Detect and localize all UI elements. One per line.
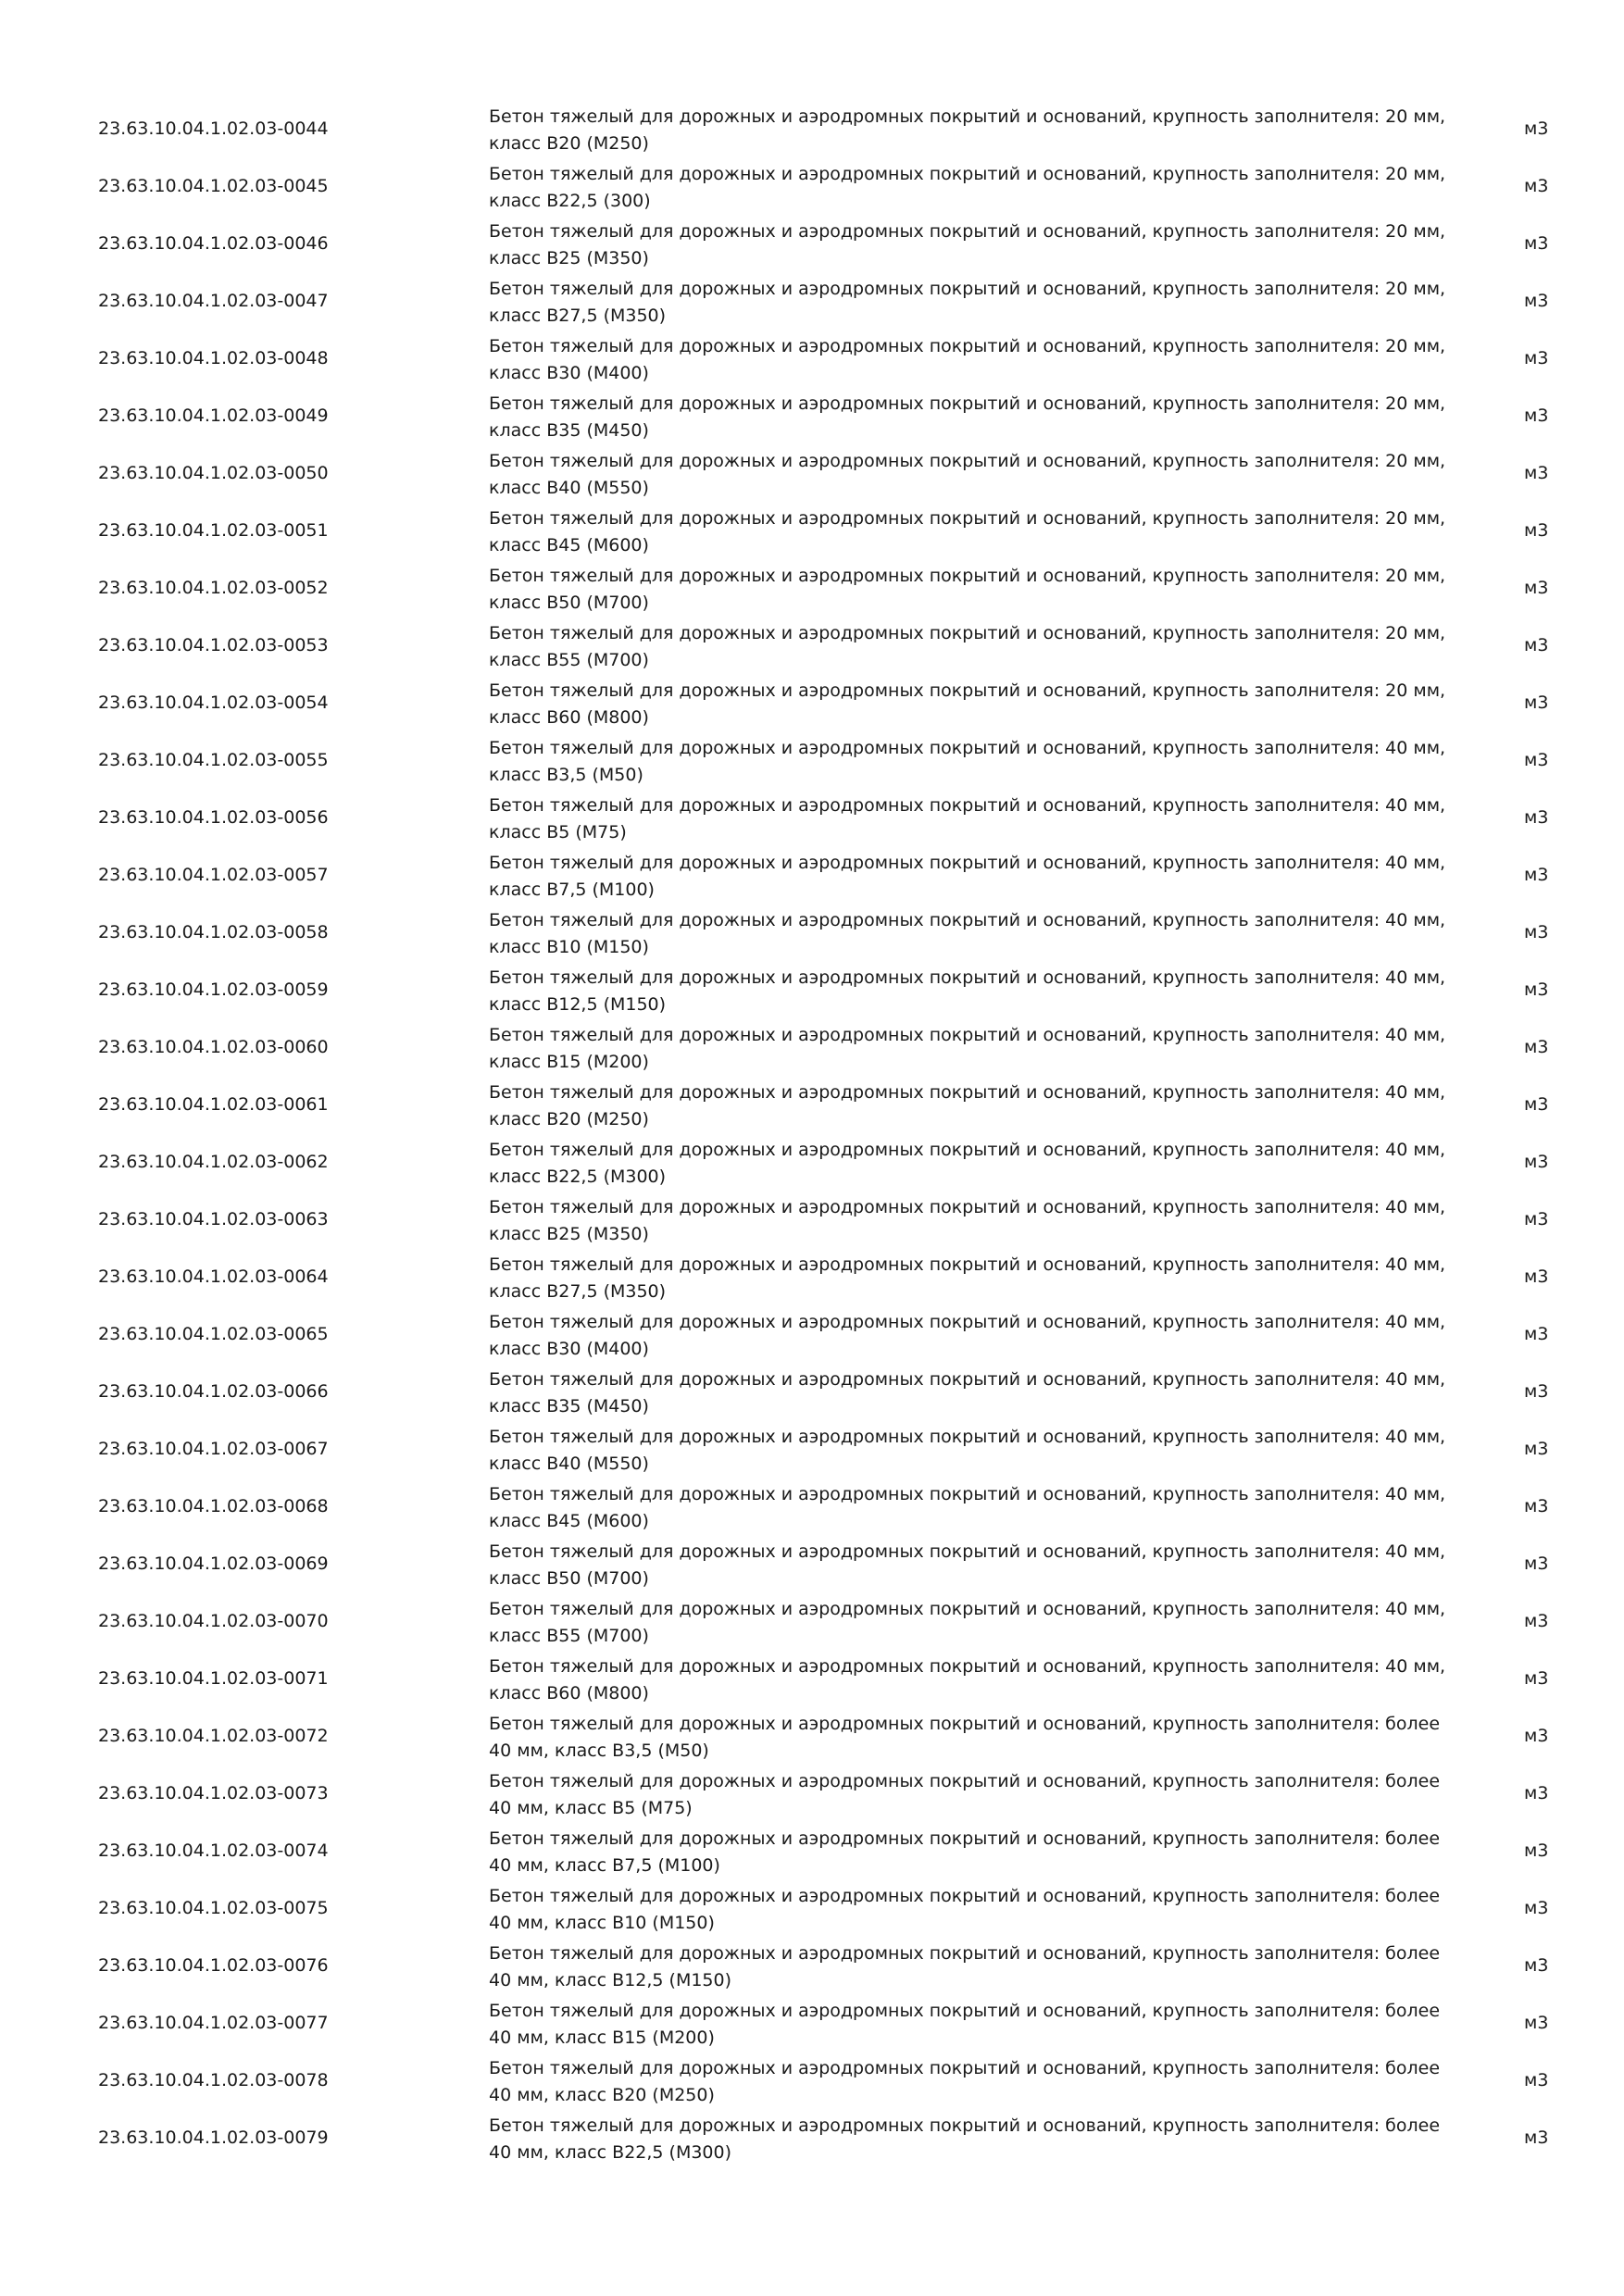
unit-of-measure: м3	[1524, 1094, 1549, 1115]
resource-description	[489, 161, 1452, 215]
resource-description	[489, 1366, 1452, 1420]
description-line-1: Бетон тяжелый для дорожных и аэродромных покрытий и оснований, крупность заполнителя: 40 мм,	[489, 967, 1446, 988]
resource-description	[489, 1596, 1452, 1650]
table-row	[0, 961, 1624, 1018]
resource-code: 23.63.10.04.1.02.03-0076	[98, 1955, 329, 1976]
table-row	[0, 1420, 1624, 1478]
resource-code: 23.63.10.04.1.02.03-0059	[98, 980, 329, 1000]
resource-code: 23.63.10.04.1.02.03-0057	[98, 865, 329, 885]
unit-of-measure: м3	[1524, 2128, 1549, 2148]
description-line-2: класс B3,5 (M50)	[489, 765, 643, 785]
description-line-2: класс B40 (M550)	[489, 1454, 649, 1474]
description-line-2: класс B27,5 (M350)	[489, 306, 667, 326]
table-row	[0, 1765, 1624, 1822]
description-line-2: класс B40 (M550)	[489, 478, 649, 498]
unit-of-measure: м3	[1524, 176, 1549, 196]
resource-code: 23.63.10.04.1.02.03-0045	[98, 176, 329, 196]
unit-of-measure: м3	[1524, 1898, 1549, 1918]
resource-code: 23.63.10.04.1.02.03-0068	[98, 1496, 329, 1516]
resource-description	[489, 2055, 1452, 2109]
table-row	[0, 2052, 1624, 2109]
resource-code: 23.63.10.04.1.02.03-0072	[98, 1726, 329, 1746]
table-row	[0, 1650, 1624, 1707]
unit-of-measure: м3	[1524, 980, 1549, 1000]
description-line-1: Бетон тяжелый для дорожных и аэродромных покрытий и оснований, крупность заполнителя: 20 мм,	[489, 508, 1446, 529]
resource-code: 23.63.10.04.1.02.03-0058	[98, 922, 329, 942]
description-line-1: Бетон тяжелый для дорожных и аэродромных покрытий и оснований, крупность заполнителя: более	[489, 2001, 1441, 2021]
table-row	[0, 1363, 1624, 1420]
description-line-1: Бетон тяжелый для дорожных и аэродромных покрытий и оснований, крупность заполнителя: 20 мм,	[489, 451, 1446, 471]
description-line-2: класс B5 (M75)	[489, 822, 627, 842]
description-line-2: 40 мм, класс B7,5 (M100)	[489, 1855, 720, 1876]
description-line-2: 40 мм, класс B10 (M150)	[489, 1913, 715, 1933]
resource-code: 23.63.10.04.1.02.03-0052	[98, 578, 329, 598]
unit-of-measure: м3	[1524, 119, 1549, 139]
resource-code: 23.63.10.04.1.02.03-0062	[98, 1152, 329, 1172]
description-line-2: класс B35 (M450)	[489, 420, 649, 441]
resource-code: 23.63.10.04.1.02.03-0046	[98, 233, 329, 254]
unit-of-measure: м3	[1524, 1267, 1549, 1287]
resource-description	[489, 1481, 1452, 1535]
resource-description	[489, 1998, 1452, 2052]
description-line-2: класс B22,5 (M300)	[489, 1167, 667, 1187]
resource-description	[489, 391, 1452, 444]
description-line-1: Бетон тяжелый для дорожных и аэродромных покрытий и оснований, крупность заполнителя: 40 мм,	[489, 1254, 1446, 1275]
resource-code: 23.63.10.04.1.02.03-0067	[98, 1439, 329, 1459]
description-line-2: класс B50 (M700)	[489, 1568, 649, 1589]
table-row	[0, 330, 1624, 387]
unit-of-measure: м3	[1524, 1783, 1549, 1803]
table-row	[0, 1707, 1624, 1765]
description-line-1: Бетон тяжелый для дорожных и аэродромных покрытий и оснований, крупность заполнителя: более	[489, 1943, 1441, 1964]
description-line-1: Бетон тяжелый для дорожных и аэродромных покрытий и оснований, крупность заполнителя: 40 мм,	[489, 1140, 1446, 1160]
table-row	[0, 1305, 1624, 1363]
description-line-2: класс B25 (M350)	[489, 1224, 649, 1244]
resource-description	[489, 850, 1452, 904]
unit-of-measure: м3	[1524, 922, 1549, 942]
resource-code: 23.63.10.04.1.02.03-0069	[98, 1554, 329, 1574]
table-row	[0, 904, 1624, 961]
unit-of-measure: м3	[1524, 1668, 1549, 1689]
resource-description	[489, 1883, 1452, 1937]
resource-code: 23.63.10.04.1.02.03-0066	[98, 1381, 329, 1402]
description-line-1: Бетон тяжелый для дорожных и аэродромных покрытий и оснований, крупность заполнителя: 20 мм,	[489, 393, 1446, 414]
resource-code: 23.63.10.04.1.02.03-0077	[98, 2013, 329, 2033]
table-row	[0, 444, 1624, 502]
description-line-2: класс B10 (M150)	[489, 937, 649, 957]
resource-description	[489, 333, 1452, 387]
table-row	[0, 1018, 1624, 1076]
resource-code: 23.63.10.04.1.02.03-0071	[98, 1668, 329, 1689]
table-row	[0, 617, 1624, 674]
unit-of-measure: м3	[1524, 1152, 1549, 1172]
description-line-2: класс B7,5 (M100)	[489, 880, 655, 900]
description-line-2: 40 мм, класс B5 (M75)	[489, 1798, 693, 1818]
resource-description	[489, 735, 1452, 789]
description-line-1: Бетон тяжелый для дорожных и аэродромных покрытий и оснований, крупность заполнителя: более	[489, 1886, 1441, 1906]
description-line-2: 40 мм, класс B3,5 (M50)	[489, 1741, 709, 1761]
resource-description	[489, 1309, 1452, 1363]
description-line-2: класс B15 (M200)	[489, 1052, 649, 1072]
resource-description	[489, 620, 1452, 674]
resource-description	[489, 792, 1452, 846]
resource-description	[489, 1424, 1452, 1478]
unit-of-measure: м3	[1524, 1381, 1549, 1402]
description-line-1: Бетон тяжелый для дорожных и аэродромных покрытий и оснований, крупность заполнителя: более	[489, 1828, 1441, 1849]
description-line-2: 40 мм, класс B22,5 (M300)	[489, 2142, 732, 2163]
resource-code: 23.63.10.04.1.02.03-0047	[98, 291, 329, 311]
resource-description	[489, 2113, 1452, 2166]
description-line-2: класс B35 (M450)	[489, 1396, 649, 1416]
description-line-2: 40 мм, класс B12,5 (M150)	[489, 1970, 732, 1990]
resource-description	[489, 1194, 1452, 1248]
resource-code: 23.63.10.04.1.02.03-0060	[98, 1037, 329, 1057]
description-line-2: 40 мм, класс B15 (M200)	[489, 2028, 715, 2048]
unit-of-measure: м3	[1524, 1209, 1549, 1229]
description-line-2: класс B22,5 (300)	[489, 191, 651, 211]
resource-description	[489, 276, 1452, 330]
unit-of-measure: м3	[1524, 520, 1549, 541]
description-line-1: Бетон тяжелый для дорожных и аэродромных покрытий и оснований, крупность заполнителя: 40 мм,	[489, 1197, 1446, 1217]
description-line-2: класс B25 (M350)	[489, 248, 649, 268]
resource-description	[489, 907, 1452, 961]
resource-code: 23.63.10.04.1.02.03-0053	[98, 635, 329, 655]
description-line-2: класс B12,5 (M150)	[489, 994, 667, 1015]
description-line-1: Бетон тяжелый для дорожных и аэродромных покрытий и оснований, крупность заполнителя: 20 мм,	[489, 680, 1446, 701]
table-row	[0, 1133, 1624, 1191]
resource-description	[489, 1826, 1452, 1879]
description-line-1: Бетон тяжелый для дорожных и аэродромных покрытий и оснований, крупность заполнителя: 40 мм,	[489, 910, 1446, 930]
description-line-1: Бетон тяжелый для дорожных и аэродромных покрытий и оснований, крупность заполнителя: 40 мм,	[489, 1541, 1446, 1562]
description-line-2: класс B45 (M600)	[489, 535, 649, 555]
table-row	[0, 846, 1624, 904]
resource-description	[489, 448, 1452, 502]
resource-description	[489, 1539, 1452, 1592]
resource-code: 23.63.10.04.1.02.03-0054	[98, 693, 329, 713]
description-line-2: класс B60 (M800)	[489, 1683, 649, 1703]
description-line-1: Бетон тяжелый для дорожных и аэродромных покрытий и оснований, крупность заполнителя: более	[489, 2115, 1441, 2136]
description-line-2: класс B20 (M250)	[489, 1109, 649, 1129]
description-line-2: класс B30 (M400)	[489, 1339, 649, 1359]
description-line-1: Бетон тяжелый для дорожных и аэродромных покрытий и оснований, крупность заполнителя: 40 мм,	[489, 1082, 1446, 1103]
resource-code: 23.63.10.04.1.02.03-0070	[98, 1611, 329, 1631]
resource-description	[489, 678, 1452, 731]
resource-description	[489, 563, 1452, 617]
resource-code: 23.63.10.04.1.02.03-0079	[98, 2128, 329, 2148]
description-line-1: Бетон тяжелый для дорожных и аэродромных покрытий и оснований, крупность заполнителя: более	[489, 1714, 1441, 1734]
table-row	[0, 1478, 1624, 1535]
price-table	[0, 100, 1624, 2166]
description-line-1: Бетон тяжелый для дорожных и аэродромных покрытий и оснований, крупность заполнителя: 20 мм,	[489, 279, 1446, 299]
description-line-1: Бетон тяжелый для дорожных и аэродромных покрытий и оснований, крупность заполнителя: 40 мм,	[489, 738, 1446, 758]
unit-of-measure: м3	[1524, 2070, 1549, 2090]
resource-code: 23.63.10.04.1.02.03-0056	[98, 807, 329, 828]
description-line-1: Бетон тяжелый для дорожных и аэродромных покрытий и оснований, крупность заполнителя: 40 мм,	[489, 1656, 1446, 1677]
resource-code: 23.63.10.04.1.02.03-0061	[98, 1094, 329, 1115]
unit-of-measure: м3	[1524, 750, 1549, 770]
description-line-2: класс B55 (M700)	[489, 650, 649, 670]
description-line-1: Бетон тяжелый для дорожных и аэродромных покрытий и оснований, крупность заполнителя: 20 мм,	[489, 566, 1446, 586]
unit-of-measure: м3	[1524, 1439, 1549, 1459]
resource-code: 23.63.10.04.1.02.03-0050	[98, 463, 329, 483]
table-row	[0, 387, 1624, 444]
description-line-2: 40 мм, класс B20 (M250)	[489, 2085, 715, 2105]
resource-code: 23.63.10.04.1.02.03-0048	[98, 348, 329, 368]
description-line-1: Бетон тяжелый для дорожных и аэродромных покрытий и оснований, крупность заполнителя: 40 мм,	[489, 795, 1446, 816]
description-line-1: Бетон тяжелый для дорожных и аэродромных покрытий и оснований, крупность заполнителя: 40 мм,	[489, 1312, 1446, 1332]
unit-of-measure: м3	[1524, 463, 1549, 483]
table-row	[0, 1248, 1624, 1305]
description-line-2: класс B45 (M600)	[489, 1511, 649, 1531]
resource-code: 23.63.10.04.1.02.03-0075	[98, 1898, 329, 1918]
description-line-1: Бетон тяжелый для дорожных и аэродромных покрытий и оснований, крупность заполнителя: 20 мм,	[489, 336, 1446, 356]
description-line-1: Бетон тяжелый для дорожных и аэродромных покрытий и оснований, крупность заполнителя: 40 мм,	[489, 1484, 1446, 1504]
unit-of-measure: м3	[1524, 1841, 1549, 1861]
resource-code: 23.63.10.04.1.02.03-0063	[98, 1209, 329, 1229]
resource-description	[489, 505, 1452, 559]
unit-of-measure: м3	[1524, 233, 1549, 254]
description-line-1: Бетон тяжелый для дорожных и аэродромных покрытий и оснований, крупность заполнителя: более	[489, 2058, 1441, 2078]
resource-code: 23.63.10.04.1.02.03-0049	[98, 406, 329, 426]
unit-of-measure: м3	[1524, 578, 1549, 598]
description-line-2: класс B30 (M400)	[489, 363, 649, 383]
resource-description	[489, 1653, 1452, 1707]
resource-code: 23.63.10.04.1.02.03-0064	[98, 1267, 329, 1287]
unit-of-measure: м3	[1524, 1496, 1549, 1516]
resource-code: 23.63.10.04.1.02.03-0055	[98, 750, 329, 770]
table-row	[0, 1076, 1624, 1133]
description-line-2: класс B20 (M250)	[489, 133, 649, 154]
resource-code: 23.63.10.04.1.02.03-0044	[98, 119, 329, 139]
resource-code: 23.63.10.04.1.02.03-0065	[98, 1324, 329, 1344]
resource-description	[489, 1940, 1452, 1994]
description-line-1: Бетон тяжелый для дорожных и аэродромных покрытий и оснований, крупность заполнителя: 40 мм,	[489, 1025, 1446, 1045]
description-line-1: Бетон тяжелый для дорожных и аэродромных покрытий и оснований, крупность заполнителя: 20 мм,	[489, 164, 1446, 184]
unit-of-measure: м3	[1524, 865, 1549, 885]
resource-description	[489, 218, 1452, 272]
table-row	[0, 559, 1624, 617]
description-line-1: Бетон тяжелый для дорожных и аэродромных покрытий и оснований, крупность заполнителя: 20 мм,	[489, 623, 1446, 643]
description-line-1: Бетон тяжелый для дорожных и аэродромных покрытий и оснований, крупность заполнителя: 20 мм,	[489, 106, 1446, 127]
resource-code: 23.63.10.04.1.02.03-0078	[98, 2070, 329, 2090]
table-row	[0, 1535, 1624, 1592]
table-row	[0, 1191, 1624, 1248]
table-row	[0, 1822, 1624, 1879]
table-row	[0, 789, 1624, 846]
table-row	[0, 157, 1624, 215]
description-line-2: класс B50 (M700)	[489, 593, 649, 613]
unit-of-measure: м3	[1524, 1324, 1549, 1344]
resource-description	[489, 104, 1452, 157]
description-line-2: класс B27,5 (M350)	[489, 1281, 667, 1302]
unit-of-measure: м3	[1524, 406, 1549, 426]
unit-of-measure: м3	[1524, 1726, 1549, 1746]
table-row	[0, 1994, 1624, 2052]
resource-description	[489, 1079, 1452, 1133]
resource-description	[489, 1768, 1452, 1822]
description-line-1: Бетон тяжелый для дорожных и аэродромных покрытий и оснований, крупность заполнителя: более	[489, 1771, 1441, 1791]
resource-description	[489, 1137, 1452, 1191]
resource-description	[489, 1711, 1452, 1765]
table-row	[0, 100, 1624, 157]
resource-code: 23.63.10.04.1.02.03-0051	[98, 520, 329, 541]
unit-of-measure: м3	[1524, 2013, 1549, 2033]
description-line-2: класс B60 (M800)	[489, 707, 649, 728]
unit-of-measure: м3	[1524, 348, 1549, 368]
description-line-1: Бетон тяжелый для дорожных и аэродромных покрытий и оснований, крупность заполнителя: 40 мм,	[489, 1427, 1446, 1447]
resource-code: 23.63.10.04.1.02.03-0073	[98, 1783, 329, 1803]
table-row	[0, 215, 1624, 272]
table-row	[0, 1879, 1624, 1937]
unit-of-measure: м3	[1524, 1554, 1549, 1574]
description-line-2: класс B55 (M700)	[489, 1626, 649, 1646]
table-row	[0, 1592, 1624, 1650]
unit-of-measure: м3	[1524, 807, 1549, 828]
resource-description	[489, 1252, 1452, 1305]
table-row	[0, 1937, 1624, 1994]
resource-description	[489, 1022, 1452, 1076]
unit-of-measure: м3	[1524, 693, 1549, 713]
description-line-1: Бетон тяжелый для дорожных и аэродромных покрытий и оснований, крупность заполнителя: 40 мм,	[489, 853, 1446, 873]
unit-of-measure: м3	[1524, 1037, 1549, 1057]
unit-of-measure: м3	[1524, 1955, 1549, 1976]
table-row	[0, 2109, 1624, 2166]
unit-of-measure: м3	[1524, 635, 1549, 655]
table-row	[0, 272, 1624, 330]
table-row	[0, 502, 1624, 559]
unit-of-measure: м3	[1524, 1611, 1549, 1631]
description-line-1: Бетон тяжелый для дорожных и аэродромных покрытий и оснований, крупность заполнителя: 40 мм,	[489, 1369, 1446, 1390]
resource-code: 23.63.10.04.1.02.03-0074	[98, 1841, 329, 1861]
table-row	[0, 674, 1624, 731]
unit-of-measure: м3	[1524, 291, 1549, 311]
description-line-1: Бетон тяжелый для дорожных и аэродромных покрытий и оснований, крупность заполнителя: 20 мм,	[489, 221, 1446, 242]
resource-description	[489, 965, 1452, 1018]
description-line-1: Бетон тяжелый для дорожных и аэродромных покрытий и оснований, крупность заполнителя: 40 мм,	[489, 1599, 1446, 1619]
table-row	[0, 731, 1624, 789]
